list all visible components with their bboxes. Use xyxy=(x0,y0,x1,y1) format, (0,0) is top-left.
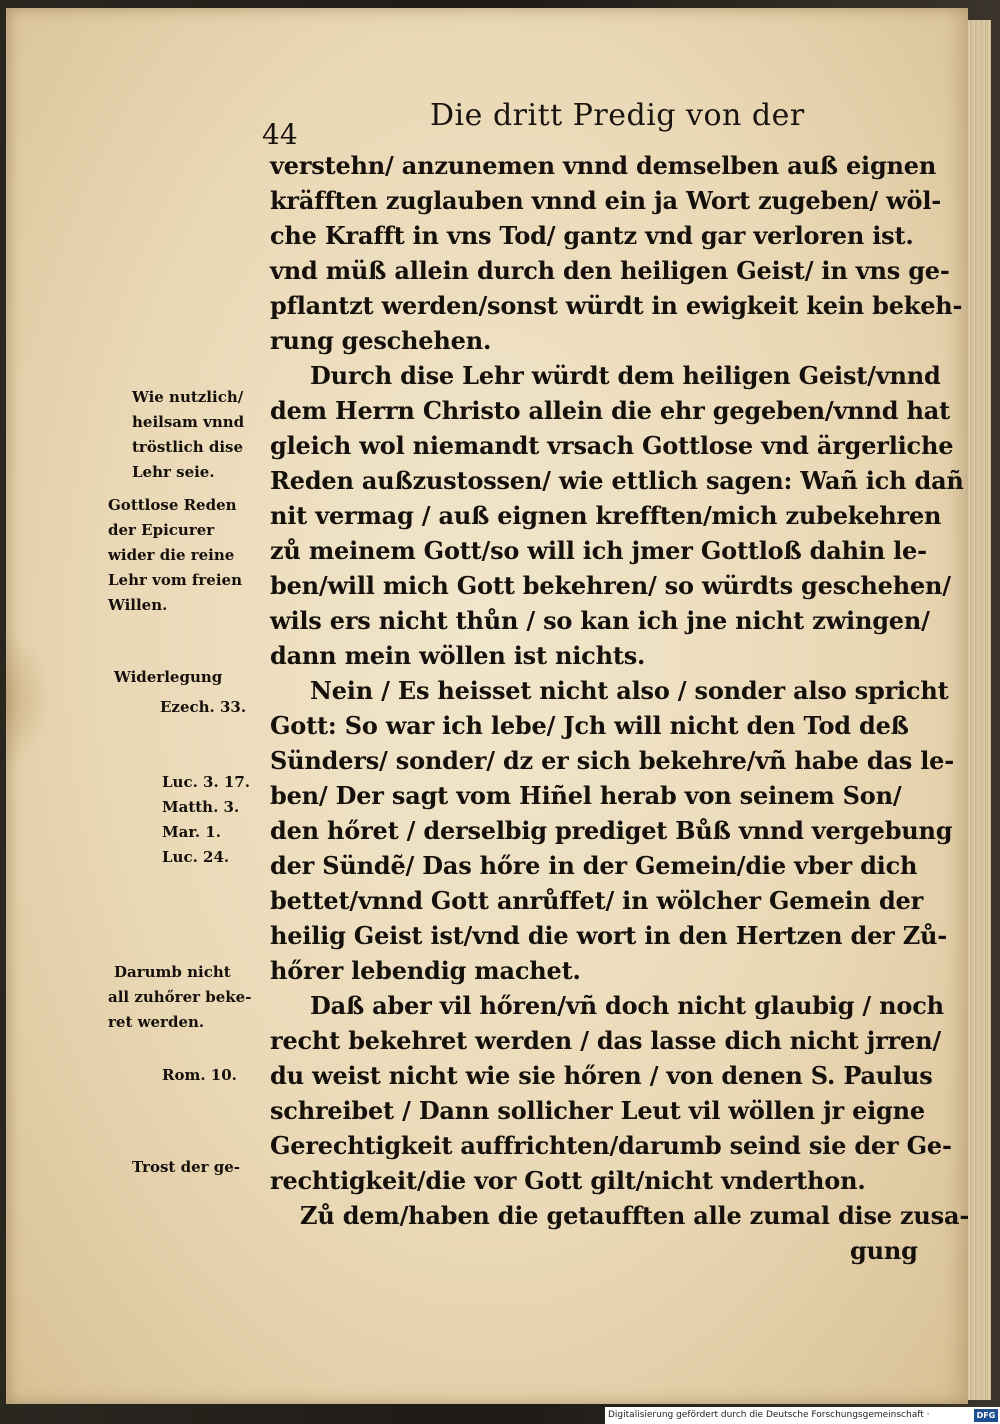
margin-note: Rom. 10. xyxy=(162,1066,237,1084)
margin-note: tröstlich dise xyxy=(132,438,244,456)
text-line: nit vermag / auß eignen krefften/mich zubekehren xyxy=(270,501,942,530)
margin-note: Lehr vom freien xyxy=(108,571,242,589)
digitization-credit-bar xyxy=(605,1407,1000,1424)
margin-note: Luc. 24. xyxy=(162,848,230,866)
margin-note: Widerlegung xyxy=(114,668,223,686)
digitization-credit-text: Digitalisierung gefördert durch die Deutsche Forschungsgemeinschaft · xyxy=(608,1410,930,1420)
text-line: hőrer lebendig machet. xyxy=(270,956,581,985)
text-line: ben/will mich Gott bekehren/ so würdts geschehen/ xyxy=(270,571,951,600)
text-line: schreibet / Dann sollicher Leut vil wöllen jr eigne xyxy=(270,1096,925,1125)
running-head: Die dritt Predig von der xyxy=(430,98,805,133)
text-line: Zů dem/haben die getaufften alle zumal dise zusa- xyxy=(300,1201,970,1230)
margin-note: Lehr seie. xyxy=(132,463,215,481)
text-line: rung geschehen. xyxy=(270,326,492,355)
text-line: Gerechtigkeit auffrichten/darumb seind sie der Ge- xyxy=(270,1131,952,1160)
page-number: 44 xyxy=(262,118,298,151)
text-line: recht bekehret werden / das lasse dich nicht jrren/ xyxy=(270,1026,941,1055)
margin-note: heilsam vnnd xyxy=(132,413,245,431)
page-stain xyxy=(6,628,50,768)
main-text-block xyxy=(270,148,970,1268)
text-line: bettet/vnnd Gott anrůffet/ in wölcher Gemein der xyxy=(270,886,924,915)
margin-note: Darumb nicht xyxy=(114,963,231,981)
text-line: vnd müß allein durch den heiligen Geist/ in vns ge- xyxy=(270,256,950,285)
text-line: zů meinem Gott/so will ich jmer Gottloß dahin le- xyxy=(270,536,927,565)
text-line: gung xyxy=(850,1236,918,1265)
margin-note: Ezech. 33. xyxy=(160,698,247,716)
text-line: verstehn/ anzunemen vnnd demselben auß eignen xyxy=(270,151,937,180)
margin-note: all zuhőrer beke- xyxy=(108,988,252,1006)
margin-note: Willen. xyxy=(108,596,168,614)
dfg-logo: DFG xyxy=(974,1409,998,1422)
text-line: Sünders/ sonder/ dz er sich bekehre/vñ habe das le- xyxy=(270,746,955,775)
margin-note: Gottlose Reden xyxy=(108,496,237,514)
margin-note: Luc. 3. 17. xyxy=(162,773,251,791)
margin-note: der Epicurer xyxy=(108,521,215,539)
text-line: ben/ Der sagt vom Hiñel herab von seinem Son/ xyxy=(270,781,902,810)
margin-notes xyxy=(100,385,270,1205)
margin-note: Mar. 1. xyxy=(162,823,221,841)
text-line: kräfften zuglauben vnnd ein ja Wort zugeben/ wöl- xyxy=(270,186,942,215)
text-line: Gott: So war ich lebe/ Jch will nicht den Tod deß xyxy=(270,711,909,740)
margin-note: Trost der ge- xyxy=(132,1158,240,1176)
text-line: Reden außzustossen/ wie ettlich sagen: Wañ ich dañ xyxy=(270,466,964,495)
text-line: du weist nicht wie sie hőren / von denen S. Paulus xyxy=(270,1061,933,1090)
text-line: Daß aber vil hőren/vñ doch nicht glaubig / noch xyxy=(310,991,944,1020)
text-line: heilig Geist ist/vnd die wort in den Hertzen der Zů- xyxy=(270,921,948,950)
text-line: pflantzt werden/sonst würdt in ewigkeit kein bekeh- xyxy=(270,291,963,320)
text-line: dann mein wöllen ist nichts. xyxy=(270,641,646,670)
text-line: gleich wol niemandt vrsach Gottlose vnd ärgerliche xyxy=(270,431,954,460)
text-line: Durch dise Lehr würdt dem heiligen Geist/vnnd xyxy=(310,361,941,390)
text-line: Nein / Es heisset nicht also / sonder also spricht xyxy=(310,676,949,705)
text-line: der Sündẽ/ Das hőre in der Gemein/die vber dich xyxy=(270,851,918,880)
margin-note: ret werden. xyxy=(108,1013,205,1031)
text-line: che Krafft in vns Tod/ gantz vnd gar verloren ist. xyxy=(270,221,914,250)
text-line: wils ers nicht thůn / so kan ich jne nicht zwingen/ xyxy=(270,606,930,635)
margin-note: wider die reine xyxy=(108,546,235,564)
text-line: dem Herrn Christo allein die ehr gegeben/vnnd hat xyxy=(270,396,950,425)
margin-note: Wie nutzlich/ xyxy=(132,388,244,406)
margin-note: Matth. 3. xyxy=(162,798,240,816)
text-line: rechtigkeit/die vor Gott gilt/nicht vnderthon. xyxy=(270,1166,866,1195)
text-line: den hőret / derselbig prediget Bůß vnnd vergebung xyxy=(270,816,953,845)
